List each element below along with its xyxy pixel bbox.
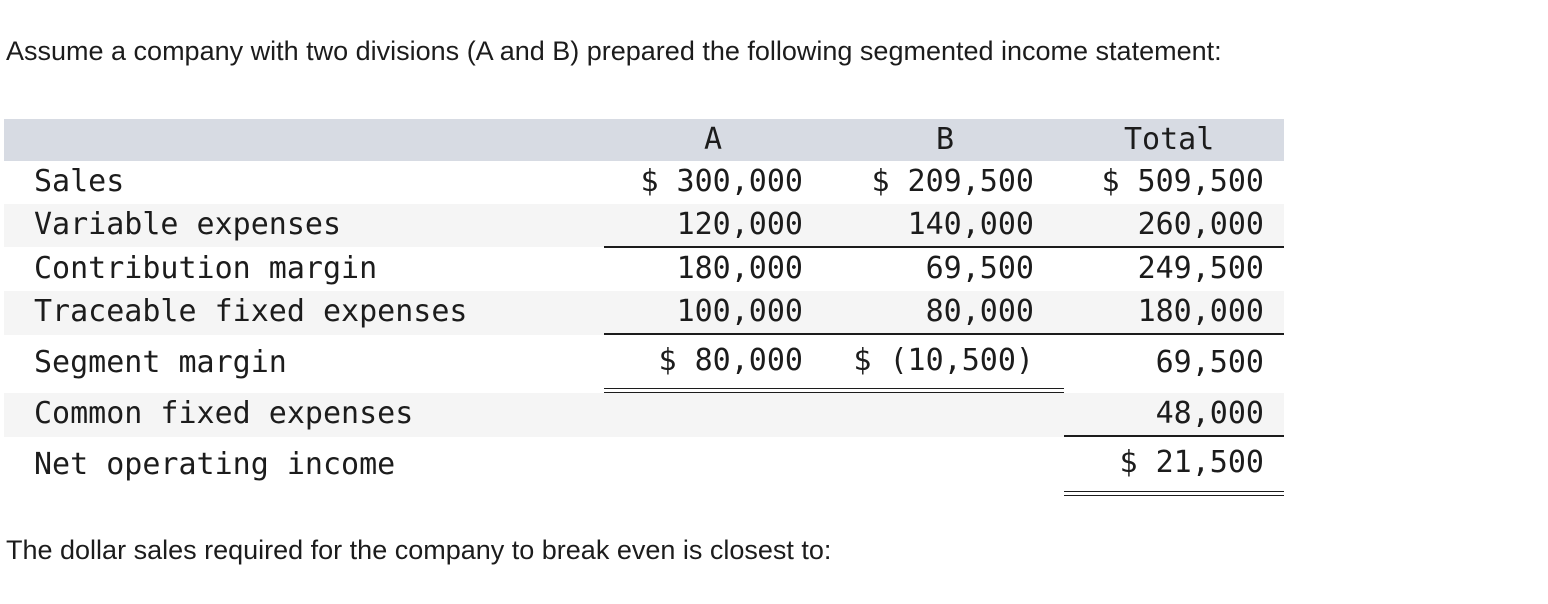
column-header-a: A	[704, 122, 723, 157]
variable-expenses-b: 140,000	[907, 207, 1034, 242]
row-label-common-fixed-expenses: Common fixed expenses	[34, 396, 414, 431]
row-label-segment-margin: Segment margin	[34, 345, 287, 380]
sales-total: $ 509,500	[1101, 164, 1264, 199]
net-operating-income-total: $ 21,500	[1119, 445, 1264, 480]
row-label-net-operating-income: Net operating income	[34, 447, 396, 482]
subtotal-rule	[1064, 435, 1284, 437]
traceable-fixed-expenses-b: 80,000	[925, 294, 1034, 329]
contribution-margin-a: 180,000	[676, 251, 803, 286]
row-label-variable-expenses: Variable expenses	[34, 207, 342, 242]
row-label-sales: Sales	[34, 164, 125, 199]
variable-expenses-total: 260,000	[1137, 207, 1264, 242]
segment-margin-total: 69,500	[1155, 345, 1264, 380]
sales-b: $ 209,500	[871, 164, 1034, 199]
common-fixed-expenses-total: 48,000	[1155, 396, 1264, 431]
contribution-margin-total: 249,500	[1137, 251, 1264, 286]
traceable-fixed-expenses-a: 100,000	[676, 294, 803, 329]
sales-a: $ 300,000	[640, 164, 803, 199]
column-header-total: Total	[1124, 122, 1215, 157]
segment-double-rule	[604, 388, 1064, 393]
subtotal-rule	[604, 333, 1284, 335]
traceable-fixed-expenses-total: 180,000	[1137, 294, 1264, 329]
column-header-b: B	[936, 122, 955, 157]
row-label-contribution-margin: Contribution margin	[34, 251, 378, 286]
segment-margin-a: $ 80,000	[658, 343, 803, 378]
row-label-traceable-fixed-expenses: Traceable fixed expenses	[34, 294, 468, 329]
question-text: The dollar sales required for the company to break even is closest to:	[6, 535, 832, 565]
segment-margin-b: $ (10,500)	[853, 343, 1034, 378]
intro-text: Assume a company with two divisions (A and B) prepared the following segmented income statement:	[6, 36, 1222, 66]
net-income-double-rule	[1064, 491, 1284, 496]
header-band	[4, 119, 1284, 161]
segmented-income-statement	[4, 119, 1284, 499]
subtotal-rule	[604, 246, 1284, 248]
variable-expenses-a: 120,000	[676, 207, 803, 242]
contribution-margin-b: 69,500	[925, 251, 1034, 286]
